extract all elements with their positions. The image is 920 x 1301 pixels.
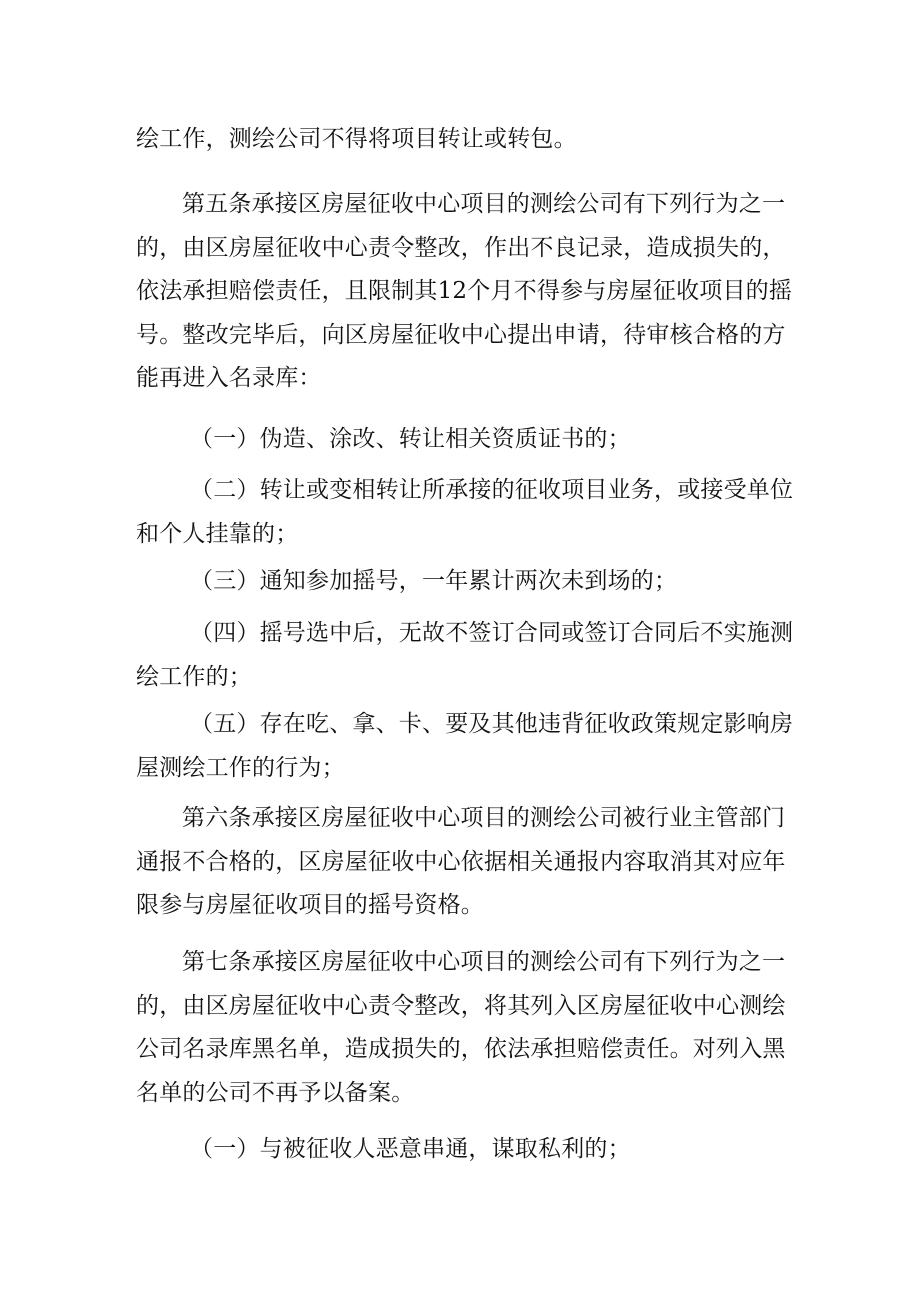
text-line: 公司名录库黑名单，造成损失的，依法承担赔偿责任。对列入黑 bbox=[136, 1036, 786, 1062]
text-line: （一）与被征收人恶意串通，谋取私利的； bbox=[190, 1136, 631, 1162]
text-line: 能再进入名录库： bbox=[136, 365, 322, 391]
text-line: 依法承担赔偿责任，且限制其12个月不得参与房屋征收项目的摇 bbox=[136, 278, 793, 304]
text-line: （一）伪造、涂改、转让相关资质证书的； bbox=[190, 426, 631, 452]
text-line: 绘工作的； bbox=[136, 663, 252, 690]
text-line: 和个人挂靠的； bbox=[136, 520, 299, 547]
article-7 bbox=[136, 941, 788, 1115]
article-7-item-1 bbox=[136, 1128, 788, 1172]
article-5 bbox=[136, 183, 793, 401]
text-line: 绘工作，测绘公司不得将项目转让或转包。 bbox=[136, 126, 577, 152]
text-line: 的，由区房屋征收中心责令整改，将其列入区房屋征收中心测绘 bbox=[136, 992, 786, 1019]
article-5-item-5 bbox=[136, 703, 794, 790]
article-5-item-1 bbox=[136, 418, 788, 462]
text-line: （二）转让或变相转让所承接的征收项目业务，或接受单位 bbox=[190, 477, 794, 503]
text-line: 名单的公司不再予以备案。 bbox=[136, 1079, 415, 1106]
article-5-item-4 bbox=[136, 612, 794, 699]
paragraph-continuation bbox=[136, 118, 788, 162]
text-line: （四）摇号选中后，无故不签订合同或签订合同后不实施测 bbox=[190, 620, 794, 646]
text-line: 的，由区房屋征收中心责令整改，作出不良记录，造成损失的， bbox=[136, 234, 786, 261]
text-line: 第七条承接区房屋征收中心项目的测绘公司有下列行为之一 bbox=[182, 949, 786, 975]
text-line: 第五条承接区房屋征收中心项目的测绘公司有下列行为之一 bbox=[182, 191, 786, 217]
article-6 bbox=[136, 797, 788, 928]
text-line: 限参与房屋征收项目的摇号资格。 bbox=[136, 892, 484, 918]
text-line: 第六条承接区房屋征收中心项目的测绘公司被行业主管部门 bbox=[182, 805, 786, 831]
article-5-item-2 bbox=[136, 469, 794, 556]
article-5-item-3 bbox=[136, 560, 788, 604]
text-line: （三）通知参加摇号，一年累计两次未到场的； bbox=[190, 568, 678, 594]
text-line: 通报不合格的，区房屋征收中心依据相关通报内容取消其对应年 bbox=[136, 848, 786, 875]
text-line: （五）存在吃、拿、卡、要及其他违背征收政策规定影响房 bbox=[190, 711, 794, 737]
text-line: 屋测绘工作的行为； bbox=[136, 754, 345, 781]
text-line: 号。整改完毕后，向区房屋征收中心提出申请，待审核合格的方 bbox=[136, 321, 786, 348]
